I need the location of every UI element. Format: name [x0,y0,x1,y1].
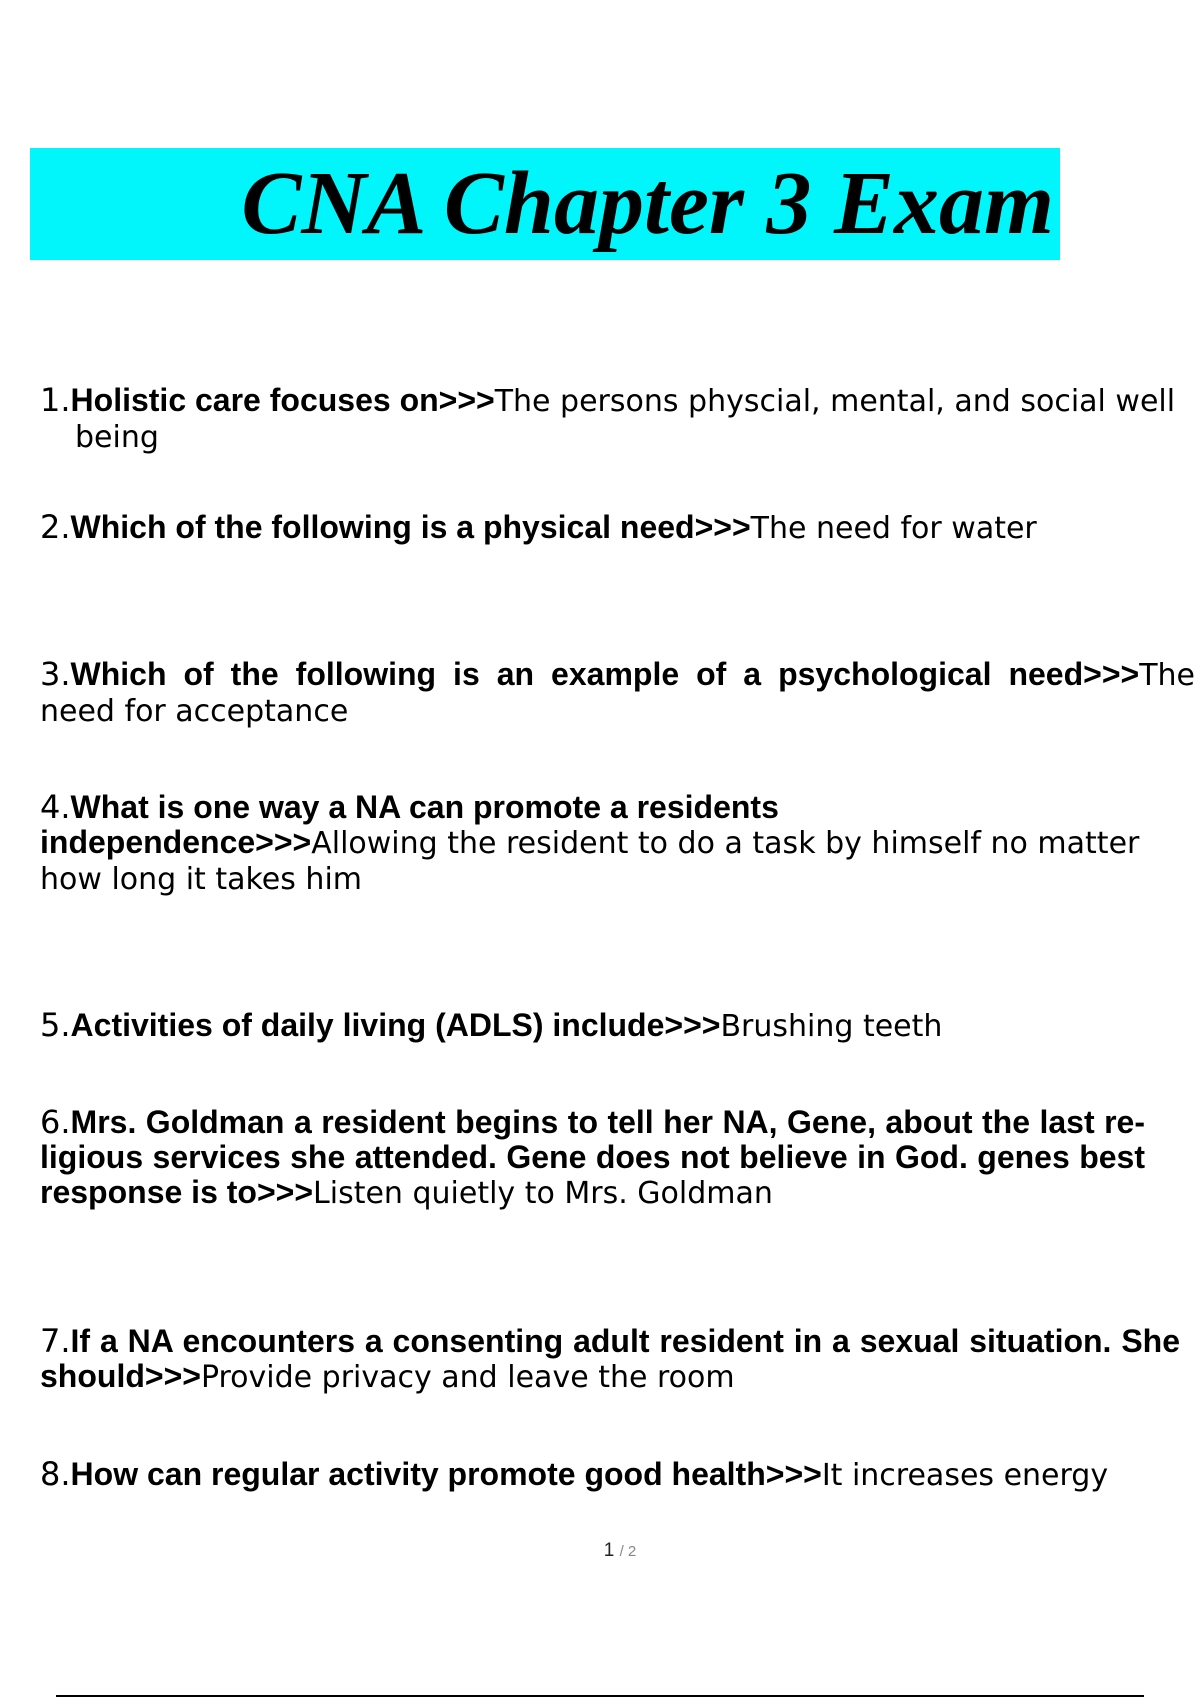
item-question: Which of the following is a physical need [70,509,695,545]
item-number: 7. [40,1322,71,1360]
page-title: CNA Chapter 3 Exam [241,154,1054,253]
item-answer: The persons physcial, mental, and social well being [75,384,1176,455]
item-answer: Brushing teeth [720,1009,943,1044]
item-question: Holistic care focuses on [70,382,439,418]
list-item [40,1324,1180,1395]
item-answer: The need for water [750,511,1037,546]
item-answer: Allowing the resident to do a task by himself no matter how long it takes him [40,826,1140,897]
list-item [40,510,1195,546]
item-question: Activities of daily living (ADLS) include [70,1007,665,1043]
item-number: 2. [40,508,71,546]
item-question: Mrs. Goldman a resident begins to tell her NA, Gene, about the last re- ligious services she attended. Gene does not believe in God. genes best response is to [40,1104,1145,1210]
list-item [40,1457,1195,1493]
page-indicator [0,1540,1200,1562]
item-answer: The need for acceptance [40,658,1195,729]
item-separator: >>> [438,382,495,418]
list-item [40,790,1140,897]
item-answer: Provide privacy and leave the room [200,1360,735,1395]
item-separator: >>> [256,1174,314,1210]
item-number: 1. [40,381,71,419]
item-number: 4. [40,788,71,826]
page-current: 1 [603,1540,615,1561]
title-highlight [30,148,1060,260]
item-separator: >>> [664,1007,721,1043]
bottom-divider [56,1695,1144,1697]
item-answer: It increases energy [821,1458,1109,1493]
item-answer: Listen quietly to Mrs. Goldman [313,1176,773,1211]
item-question: If a NA encounters a consenting adult resident in a sexual situation. She should [40,1323,1180,1394]
item-separator: >>> [255,824,312,860]
item-number: 5. [40,1006,71,1044]
list-item [40,1008,1195,1044]
item-question: How can regular activity promote good health [70,1456,766,1492]
list-item [40,657,1195,729]
item-separator: >>> [144,1358,201,1394]
list-item [40,1105,1145,1211]
item-question: What is one way a NA can promote a residents independence [40,789,779,860]
item-separator: >>> [1083,656,1140,692]
item-separator: >>> [765,1456,822,1492]
item-separator: >>> [694,509,751,545]
item-number: 8. [40,1455,71,1493]
item-number: 3. [40,655,71,693]
item-question: Which of the following is an example of a psychological need [70,656,1084,692]
list-item [40,383,1200,455]
item-number: 6. [40,1103,71,1141]
page-total: / 2 [619,1543,637,1560]
